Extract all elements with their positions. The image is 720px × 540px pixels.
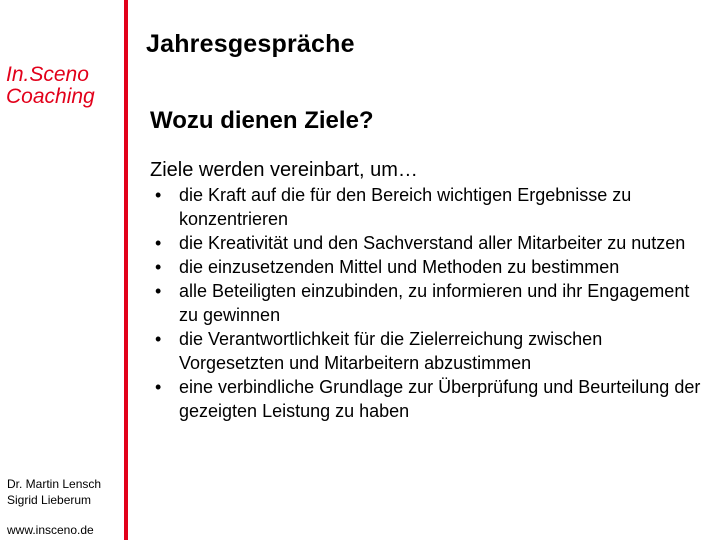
bullet-list (155, 183, 705, 423)
intro-text: Ziele werden vereinbart, um… (150, 159, 418, 181)
slide-title: Jahresgespräche (146, 30, 355, 58)
list-item (155, 279, 705, 327)
website-link[interactable]: www.insceno.de (7, 523, 94, 537)
brand-logo (6, 64, 122, 108)
author-credits (7, 476, 101, 538)
list-item (155, 255, 705, 279)
author-name-1: Dr. Martin Lensch (7, 477, 102, 491)
bullet-icon: • (155, 185, 162, 205)
bullet-text: alle Beteiligten einzubinden, zu informieren und ihr Engagement zu gewinnen (179, 281, 690, 325)
bullet-icon: • (155, 233, 162, 253)
list-item (155, 183, 705, 231)
list-item (155, 231, 705, 255)
vertical-divider (124, 0, 128, 540)
slide-subtitle: Wozu dienen Ziele? (150, 107, 374, 134)
list-item (155, 327, 705, 375)
bullet-text: die Verantwortlichkeit für die Zielerreichung zwischen Vorgesetzten und Mitarbeitern abzustimmen (179, 329, 603, 373)
list-item (155, 375, 705, 423)
bullet-icon: • (155, 257, 162, 277)
bullet-text: eine verbindliche Grundlage zur Überprüfung und Beurteilung der gezeigten Leistung zu haben (179, 377, 701, 421)
bullet-icon: • (155, 281, 162, 301)
bullet-text: die Kraft auf die für den Bereich wichtigen Ergebnisse zu konzentrieren (179, 185, 632, 229)
bullet-text: die einzusetzenden Mittel und Methoden zu bestimmen (179, 257, 620, 277)
brand-line-1: In.Sceno (6, 63, 89, 86)
brand-line-2: Coaching (6, 85, 95, 108)
bullet-icon: • (155, 329, 162, 349)
author-name-2: Sigrid Lieberum (7, 493, 92, 507)
bullet-icon: • (155, 377, 162, 397)
bullet-text: die Kreativität und den Sachverstand aller Mitarbeiter zu nutzen (179, 233, 686, 253)
